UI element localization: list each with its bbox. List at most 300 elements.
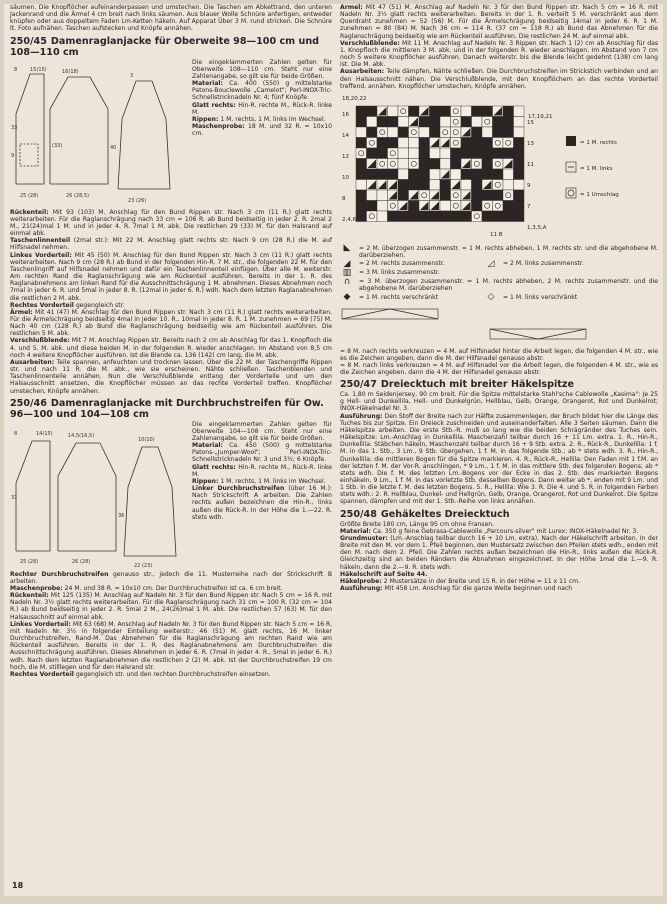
- aermel-label: Ärmel:: [340, 4, 363, 11]
- ausarbeiten-label: Ausarbeiten:: [340, 68, 385, 76]
- ausfuehrung-label: Ausführung:: [340, 412, 383, 420]
- verschlussblende-label: Verschlußblende:: [340, 39, 400, 47]
- section-heading-250-45: [10, 36, 332, 58]
- chart-cell: [493, 179, 504, 190]
- chart-cell: [398, 116, 409, 127]
- material-text: Ca. 400 (550) g mittelstarke Patons-Bouclewolle „Camelot"; Perl-INOX-Tric-Schnellstricknadeln Nr. 4; fünf Knöpfe.: [192, 80, 333, 102]
- chart-cell: [388, 158, 399, 169]
- chart-cell: [430, 158, 441, 169]
- chart-cell: [367, 148, 378, 159]
- legend-umschlag: = 1 Umschlag: [580, 191, 619, 198]
- chart-cell: [503, 169, 514, 180]
- row-label-right: 15: [527, 119, 534, 126]
- aermel-text: Mit 47 (51) M. Anschlag auf Nadeln Nr. 3 für den Bund Rippen str. Nach 5 cm = 16 R. mit Nadeln Nr. 3½ glatt rechts weiterarbeiten. Bereits in der 1. R. verteilt 5 M. verschränkt aus dem Querdraht zunehmen = 52 (56) M. Für die Ärmelschrägung beidseitig 14mal in jeder 6. R. 1 M. zunehmen = 80 (84) M. Nach 36 cm = 114 R. (37 cm = 118 R.) ab Bund das Abnehmen für die Raglanschrägung beidseitig wie am Rückenteil ausführen. Die restlichen 24 M. auf einmal abk.: [340, 4, 659, 40]
- chart-cell: [461, 148, 472, 159]
- durchbruch-text: (über 16 M.): Nach Strickschrift A arbeiten. Die Zahlen rechts außen bezeichnen die Hin-R., links außen die Rück-R. In der Höhe die 1.—22. R. stets wdh.: [192, 485, 333, 521]
- glatt-label: Glatt rechts:: [192, 101, 236, 109]
- chart-cell: [472, 116, 483, 127]
- legend-links: = 1 M. links: [580, 165, 613, 172]
- chart-cell: [482, 158, 493, 169]
- svg-text:40: 40: [110, 144, 117, 151]
- grundmuster-label: Grundmuster:: [340, 534, 388, 542]
- chart-cell: [440, 211, 451, 222]
- svg-text:9: 9: [11, 152, 15, 159]
- chart-cell: [409, 200, 420, 211]
- chart-cell: [514, 137, 525, 148]
- cable-symbols: [340, 305, 658, 345]
- section-title: Dreiecktuch mit breiter Häkelspitze: [380, 379, 574, 391]
- chart-cell: [514, 106, 525, 117]
- chart-cell: [472, 190, 483, 201]
- row-label-right: 7: [527, 203, 531, 210]
- svg-text:8: 8: [14, 430, 18, 437]
- cable-right-text: = 8 M. nach rechts verkreuzen = 4 M. auf Hilfsnadel hinter die Arbeit legen, die folgenden 4 M. str., wie es die Zeichen angeben, dann die M. der Hilfsnadel genauso abstr.: [340, 347, 658, 362]
- chart-cell: [367, 127, 378, 138]
- svg-text:15(15): 15(15): [30, 66, 47, 73]
- verschlussblende-label: Verschlußblende:: [10, 337, 70, 345]
- chart-cell: [461, 137, 472, 148]
- chart-cell: [398, 137, 409, 148]
- maschenprobe-label: Maschenprobe:: [10, 585, 63, 592]
- section-number: 250/48: [340, 508, 377, 520]
- chart-cell: [377, 148, 388, 159]
- cable-svg: [340, 305, 658, 345]
- svg-text:22 (23): 22 (23): [134, 562, 153, 569]
- chart-cell: [367, 169, 378, 180]
- svg-text:25 (28): 25 (28): [20, 192, 39, 199]
- chart-cell: [451, 211, 462, 222]
- maschenprobe-text: 18 M. und 32 R. = 10x10 cm.: [192, 123, 333, 138]
- chart-cell: [377, 127, 388, 138]
- chart-cell: [503, 200, 514, 211]
- material-label: Material:: [192, 80, 223, 88]
- chart-cell: [419, 179, 430, 190]
- svg-text:10(10): 10(10): [138, 436, 155, 443]
- chart-cell: [356, 127, 367, 138]
- chart-cell: [367, 190, 378, 201]
- section-title: Gehäkeltes Dreiecktuch: [380, 508, 510, 520]
- decrease-purl-icon: ◿: [487, 258, 495, 269]
- chart-cell: [472, 148, 483, 159]
- chart-top-left-label: 18,20,22: [342, 95, 367, 102]
- chart-cell: [388, 127, 399, 138]
- row-label-right: 11: [527, 161, 534, 168]
- twisted-purl-icon: ◇: [487, 291, 495, 302]
- section-heading-250-47: [340, 379, 658, 390]
- linkes-vorderteil-label: Linkes Vorderteil:: [10, 620, 71, 628]
- aermel-label: Ärmel:: [10, 308, 33, 316]
- chart-cell: [409, 179, 420, 190]
- linkes-vorderteil-label: Linkes Vorderteil:: [10, 251, 72, 259]
- cable-right-icon: [342, 309, 438, 319]
- twisted-knit-icon: ◆: [343, 291, 351, 302]
- legend-entry-1: [340, 245, 658, 259]
- row-label-left: 8: [342, 195, 346, 202]
- ausarbeiten-label: Ausarbeiten:: [10, 358, 55, 366]
- three-purl-icon: ▥: [342, 267, 352, 278]
- chart-cell: [419, 190, 430, 201]
- chart-cell: [356, 148, 367, 159]
- ausfuehrung-text: Den Stoff der Breite nach zur Hälfte zusammenlegen, der Bruch bildet hier die Länge des Tuches bis zur Spitze. Ein Dreieck zuschneiden und auseinanderfalten. Alle 3 Seiten säumen. Dann die Häkelspitze arbeiten. Die erste Stb.-R. muß so lang wie die beiden Schrägränder des Tuches sein. Häkelspitze: Lm.-Anschlag in Dunkellila. Maschenzahl teilbar durch 16 + 11 Lm. extra. 1. R., Hin-R., Dunkellila: Stäbchen häkeln, Maschenzahl teilbar durch 16 + 9 Stb. extra. 2. R., Rück-R., Dunkellila: 1 f. M. in das 1. Stb., 3 Lm., 9 Stb. übergehen, 1 f. M. in das folgende Stb.; ab * stets wdh. 3. R., Hin-R., Dunkellila: die mittleren Bogen für die Spitze markieren. 4. R., Rück-R., Hellila: Den Faden mit 1 f.M. an der letzten f. M. der Vor-R. anschlingen, * 9 Lm., 1 f. M. in das mittlere Stb. des folgenden Bogens; ab * stets wdh. Die f. M. des letzten Lm.-Bogens vor der Ecke in das 2. Stb. des markierten Bogens einhäkeln, 9 Lm., 1 f. M. in das vorletzte Stb. desselben Bogens. Dann weiter ab *, enden mit 9 Lm. und 1 Stb. in die letzte f. M. des letzten Bogens. 5. R., Hellila: Wie 3. R. Die 4. und 5. R. in folgenden Farben stets wdh.: 2. R. Hellblau, Dunkel- und Hellgrün, Gelb, Orange, Orangerot, Rot und Dunkelrot. Die Spitze spannen, dämpfen und mit der 1. Stb.-Reihe von links annähen.: [340, 412, 658, 506]
- chart-cell: [398, 148, 409, 159]
- chart-cell: [472, 200, 483, 211]
- garment-schematic-1: [10, 59, 186, 209]
- chart-cell: [398, 211, 409, 222]
- chart-cell: [514, 179, 525, 190]
- chart-cell: [472, 179, 483, 190]
- row-label-left: 14: [342, 132, 349, 139]
- pattern-schematic-block: [10, 59, 332, 209]
- chart-cell: [377, 200, 388, 211]
- chart-cell: [419, 116, 430, 127]
- chart-cell: [419, 137, 430, 148]
- chart-cell: [482, 211, 493, 222]
- chart-bottom-label: 11 B: [490, 231, 503, 238]
- material-label: Material:: [340, 527, 371, 535]
- chart-cell: [367, 200, 378, 211]
- rueckenteil-label: Rückenteil:: [10, 208, 49, 216]
- chart-cell: [388, 211, 399, 222]
- rechtes-vorderteil-text: gegengleich str. und den rechten Durchbruchstreifen einsetzen.: [75, 670, 271, 678]
- chart-cell: [356, 116, 367, 127]
- row-label-right: 13: [527, 140, 534, 147]
- cable-left-icon: [490, 329, 586, 339]
- section-number: 250/47: [340, 379, 377, 391]
- maschenprobe-label: Maschenprobe:: [192, 123, 245, 131]
- chart-cell: [398, 127, 409, 138]
- chart-cell: [430, 127, 441, 138]
- ausarbeiten-text: Teile dämpfen, Nähte schließen. Die Durchbruchstreifen im Strickstich verbinden und an den Halsausschnitt nähen. Die Verschlußblende, mit den Knopflöchern an das rechte Vorderteil treffend, annähen. Knopflöcher umstechen, Knöpfe annähen.: [340, 68, 659, 90]
- legend-swatch-umschlag-circle: [568, 190, 574, 196]
- chart-cell: [398, 158, 409, 169]
- svg-text:33: 33: [11, 124, 18, 131]
- row-label-left: 2,4,6: [342, 216, 356, 223]
- legend-entry-2: [340, 260, 658, 268]
- ausarbeiten-text: Teile spannen, anfeuchten und trocknen lassen. Über die 22 M. der Taschengriffe Rippen str. und nach 11 R. die M. abk., wie sie erscheinen. Nähte schließen. Taschenblenden und Taschenlinnenteile annähen. Nun die Verschlußblende entlang der Vorderteile und um den Halsausschnitt ansetzen, die Knopflöcher müssen an das rechte Vorderteil treffen. Knopflöcher umstechen, Knöpfe annähen.: [10, 358, 333, 395]
- chart-cell: [514, 200, 525, 211]
- chart-cell: [398, 179, 409, 190]
- chart-cell: [388, 106, 399, 117]
- chart-cell: [440, 127, 451, 138]
- chart-cell: [398, 106, 409, 117]
- chart-cell: [451, 106, 462, 117]
- chart-cell: [377, 116, 388, 127]
- chart-cell: [419, 158, 430, 169]
- chart-cell: [377, 137, 388, 148]
- chart-cell: [377, 158, 388, 169]
- chart-cell: [451, 127, 462, 138]
- chart-cell: [398, 190, 409, 201]
- cable-left-text: = 8 M. nach links verkreuzen = 4 M. auf Hilfsnadel vor die Arbeit legen, die folgenden 4 M. str., wie es die Zeichen angeben, dann die 4 M. der Hilfsnadel genauso abstr.: [340, 361, 658, 376]
- chart-cell: [430, 179, 441, 190]
- chart-cell: [472, 137, 483, 148]
- chart-cell: [472, 169, 483, 180]
- chart-cell: [482, 169, 493, 180]
- chart-cell: [482, 116, 493, 127]
- chart-cell: [503, 148, 514, 159]
- svg-text:36: 36: [118, 512, 125, 519]
- chart-cell: [409, 127, 420, 138]
- chart-cell: [503, 116, 514, 127]
- chart-cell: [367, 137, 378, 148]
- chart-cell: [514, 148, 525, 159]
- chart-cell: [472, 106, 483, 117]
- legend-text: = 1 M. rechts verschränkt: [359, 293, 439, 301]
- chart-cell: [409, 148, 420, 159]
- chart-cell: [419, 127, 430, 138]
- chart-cell: [503, 179, 514, 190]
- chart-cell: [493, 148, 504, 159]
- glatt-text: Hin-R. rechte M., Rück-R. linke M.: [192, 101, 333, 116]
- pattern-schematic-figure: [10, 59, 186, 209]
- legend-swatch-rechts: [566, 136, 576, 146]
- chart-cell: [440, 116, 451, 127]
- chart-cell: [503, 190, 514, 201]
- chart-cell: [461, 116, 472, 127]
- chart-cell: [440, 179, 451, 190]
- magazine-page: [4, 4, 663, 896]
- chart-cell: [388, 148, 399, 159]
- verschlussblende-text: Mit 7 M. Anschlag Rippen str. Bereits nach 2 cm ab Anschlag für das 1. Knopfloch die 4. und 5. M. abk. und diese beiden M. in der folgenden R. wieder anschlagen. Im Abstand von 8,5 cm noch 4 weitere Knopflöcher ausführen. Ist die Blende ca. 136 (142) cm lang, die M. abk.: [10, 337, 332, 359]
- chart-cell: [451, 137, 462, 148]
- chart-cell: [409, 137, 420, 148]
- aermel-text: Mit 41 (47) M. Anschlag für den Bund Rippen str. Nach 3 cm (11 R.) glatt rechts weiterarbeiten. Für die Ärmelschrägung beidseitig 4mal in jeder 10. R., 10mal in jeder 8. R. 1 M. zunehmen = 69 (75) M. Nach 40 cm (128 R.) ab Bund die Raglanschrägung beidseitig wie am Rückenteil ausführen. Die restlichen 5 M. abk.: [10, 308, 332, 338]
- chart-cell: [377, 169, 388, 180]
- svg-text:26 (28,5): 26 (28,5): [66, 192, 89, 199]
- chart-cell: [451, 200, 462, 211]
- size-text: Größte Breite 180 cm, Länge 95 cm ohne Fransen.: [340, 520, 495, 528]
- chart-cell: [493, 190, 504, 201]
- chart-cell: [430, 148, 441, 159]
- chart-cell: [388, 200, 399, 211]
- chart-cell: [430, 211, 441, 222]
- chart-cell: [451, 148, 462, 159]
- rueckenteil-text: Mit 125 (135) M. Anschlag auf Nadeln Nr. 3 für den Bund Rippen str. Nach 5 cm = 16 R. mit Nadeln Nr. 3½ glatt rechts weiterarbeiten. Für die Raglanschrägung nach 31 cm = 100 R. (32 cm = 104 R.) ab Bund beidseitig in jeder 2. R. 5mal 2 M., 24(26)mal 1 M. abk. Die restlichen 57 (63) M. für den Halsausschnitt auf einmal abk.: [10, 592, 332, 621]
- section-heading-250-48: [340, 509, 658, 520]
- chart-cell: [461, 211, 472, 222]
- chart-cell: [472, 211, 483, 222]
- three-together-icon: ∩: [343, 276, 351, 287]
- chart-cell: [514, 190, 525, 201]
- chart-top-right-label: 17,19,21: [528, 113, 553, 120]
- chart-cell: [482, 148, 493, 159]
- cable-right-line: [342, 309, 438, 319]
- chart-cell: [461, 169, 472, 180]
- chart-cell: [430, 116, 441, 127]
- legend-text: = 3 M. überzogen zusammenstr. = 1 M. rechts abheben, 2 M. rechts zusammenstr. und die abgehobene M. darüberziehen: [359, 278, 658, 293]
- chart-cell: [451, 190, 462, 201]
- chart-cell: [388, 116, 399, 127]
- chart-cell: [356, 106, 367, 117]
- page-number: 18: [12, 881, 24, 890]
- pattern-schematic-figure-2: [10, 421, 186, 571]
- chart-cell: [451, 169, 462, 180]
- chart-cell: [367, 106, 378, 117]
- ausfuehrung-text: Mit 458 Lm. Anschlag für die ganze Weite beginnen und nach: [384, 585, 573, 593]
- legend-text: = 2 M. überzogen zusammenstr. = 1 M. rechts abheben, 1 M. rechts str. und die abgehobene M. darüberziehen.: [359, 244, 658, 260]
- row-label-left: 12: [342, 153, 349, 160]
- rechtes-vorderteil-label: Rechtes Vorderteil: [10, 670, 74, 678]
- row-label-right: 1,3,5,A: [527, 224, 547, 231]
- rippen-label: Rippen:: [192, 477, 219, 485]
- legend-text: = 2 M. links zusammenstr.: [503, 260, 584, 268]
- rippen-text: 1 M. rechts, 1 M. links im Wechsel.: [220, 115, 326, 123]
- chart-cell: [430, 106, 441, 117]
- rippen-text: 1 M. rechts, 1 M. links im Wechsel.: [220, 477, 326, 485]
- chart-cell: [451, 116, 462, 127]
- svg-text:3: 3: [130, 72, 134, 79]
- chart-cell: [388, 169, 399, 180]
- rueckenteil-label: Rückenteil:: [10, 592, 49, 600]
- chart-cell: [493, 137, 504, 148]
- chart-cell: [409, 106, 420, 117]
- material-text: Ca. 1,80 m Seidenjersey, 90 cm breit. Für die Spitze mittelstarke Stahl'sche Cablewolle „Kasima": Je 25 g Hell- und Dunkellila, Hell- und Dunkelgrün, Hellblau, Gelb, Orange, Orangerot, Rot und Dunkelrot; INOX-Häkelnadel Nr. 3.: [340, 391, 658, 413]
- haekelschrift-note: Häkelschrift auf Seite 44.: [340, 570, 428, 578]
- chart-cell: [398, 169, 409, 180]
- left-column: [10, 4, 332, 678]
- chart-cell: [356, 179, 367, 190]
- rechter-durchbruch-label: Rechter Durchbruchstreifen: [10, 570, 109, 578]
- legend-entry-4: [340, 278, 658, 292]
- chart-cell: [356, 169, 367, 180]
- verschlussblende-text: Mit 11 M. Anschlag auf Nadeln Nr. 3 Rippen str. Nach 1 (2) cm ab Anschlag für das 1. Knopfloch die mittleren 3 M. abk. und in der folgenden R. wieder anschlagen. Im Abstand von 7 cm noch 5 weitere Knopflöcher ausführen. Danach weiterstr. bis die Blende leicht gedehnt (138) cm lang ist. Die M. abk.: [340, 39, 658, 69]
- chart-cell: [409, 169, 420, 180]
- chart-cell: [503, 106, 514, 117]
- chart-cell: [493, 116, 504, 127]
- chart-cell: [419, 169, 430, 180]
- chart-cell: [461, 106, 472, 117]
- chart-cell: [409, 158, 420, 169]
- svg-text:(33): (33): [52, 142, 63, 149]
- chart-cell: [482, 200, 493, 211]
- knitting-chart: [340, 92, 658, 242]
- chart-cell: [503, 211, 514, 222]
- chart-cell: [482, 127, 493, 138]
- chart-cell: [451, 158, 462, 169]
- intro-text: säumen. Die Knopflöcher aufeinanderpassen und umstechen. Die Taschen am Abkettrand, den unteren Jackenrand und die Ärmel 4 cm breit nach links säumen. Aus blauer Wolle Schnüre anfertigen, entweder knüpfen oder aus doppeltem Faden Lm-Ketten häkeln. Auf Apparat Über 3 M. rund stricken. Die Schnüre lt. Foto aufnähen. Taschen aufstecken und Knöpfe annähen.: [10, 4, 332, 33]
- material-text: Ca. 450 (500) g mittelstarke Patons-„Jumper-Wool"; Perl-INOX-Tric-Schnellstricknadeln Nr. 3 und 3½; 6 Knöpfe.: [192, 442, 333, 464]
- svg-text:25 (28): 25 (28): [20, 558, 39, 565]
- glatt-label: Glatt rechts:: [192, 463, 236, 471]
- legend-rechts: = 1 M. rechts: [580, 139, 617, 146]
- chart-cell: [514, 211, 525, 222]
- section-title: Damenraglanjacke mit Durchbruchstreifen für Ow. 96—100 und 104—108 cm: [10, 397, 324, 420]
- chart-cell: [356, 200, 367, 211]
- chart-cell: [440, 190, 451, 201]
- chart-cell: [493, 169, 504, 180]
- chart-cell: [440, 148, 451, 159]
- chart-cell: [409, 211, 420, 222]
- chart-cell: [440, 106, 451, 117]
- garment-schematic-2: [10, 421, 186, 571]
- chart-cell: [367, 211, 378, 222]
- chart-cell: [472, 127, 483, 138]
- chart-cell: [503, 137, 514, 148]
- pattern-side-text: [192, 59, 332, 209]
- chart-cell: [514, 158, 525, 169]
- chart-cell: [482, 190, 493, 201]
- rechtes-vorderteil-text: gegengleich str.: [75, 301, 125, 309]
- row-label-right: 9: [527, 182, 531, 189]
- chart-cell: [388, 137, 399, 148]
- svg-text:14(15): 14(15): [36, 430, 53, 437]
- legend-swatch-umschlag: [566, 188, 576, 198]
- rechter-durchbruch-text: genauso str., jedoch die 11. Musterreihe nach der Strickschrift B arbeiten.: [10, 570, 332, 585]
- legend-text: = 2 M. rechts zusammenstr.: [359, 260, 445, 268]
- chart-cell: [419, 148, 430, 159]
- knitting-grid: [356, 106, 524, 222]
- chart-cell: [367, 116, 378, 127]
- rueckenteil-text: Mit 93 (103) M. Anschlag für den Bund Rippen str. Nach 3 cm (11 R.) glatt rechts weiterarbeiten. Für die Raglanschrägung nach 33 cm = 106 R. ab Bund beidseitig in jeder 2. R. 2mal 2 M., 21(24)mal 1 M. und in jeder 4. R. 7mal 1 M. abk. Die restlichen 29 (33) M. für den Halsrand auf einmal abk.: [10, 208, 333, 238]
- material-label: Material:: [192, 442, 223, 450]
- decrease-left-icon: ◣: [343, 243, 351, 254]
- chart-cell: [419, 211, 430, 222]
- chart-cell: [493, 200, 504, 211]
- svg-text:23 (26): 23 (26): [128, 197, 147, 204]
- legend-entry-3: [340, 269, 658, 277]
- chart-cell: [472, 158, 483, 169]
- rechtes-vorderteil-label: Rechtes Vorderteil: [10, 301, 74, 309]
- rippen-label: Rippen:: [192, 115, 219, 123]
- pattern-side-text-2: [192, 421, 332, 571]
- svg-text:16(18): 16(18): [62, 68, 79, 75]
- grundmuster-text: (Lm.-Anschlag teilbar durch 16 + 10 Lm. extra). Nach der Häkelschrift arbeiten. In der Breite mit den M. vor dem 1. Pfeil beginnen, den Mustersatz zwischen den Pfeilen stets wdh., enden mit den M. nach dem 2. Pfeil. Die Zahlen rechts außen bezeichnen die Hin-R., links außen die Rück-R. Gleichzeitig sind an beiden Rändern die Abnahmen eingezeichnet. In der Höhe 1mal die 1.—9. R. häkeln, dann die 2.—9. R. stets wdh.: [340, 534, 659, 571]
- chart-cell: [430, 169, 441, 180]
- section-number: 250/46: [10, 397, 47, 409]
- cable-left-line: [490, 329, 586, 339]
- chart-cell: [514, 116, 525, 127]
- chart-cell: [356, 158, 367, 169]
- chart-cell: [514, 169, 525, 180]
- size-note: Die eingeklammerten Zahlen gelten für Oberweite 104—108 cm. Steht nur eine Zahlenangabe, so gilt sie für beide Größen.: [192, 420, 332, 442]
- haekelprobe-label: Häkelprobe:: [340, 577, 382, 585]
- svg-text:14,5(16,5): 14,5(16,5): [68, 432, 95, 439]
- svg-text:8: 8: [14, 66, 18, 73]
- linkes-vorderteil-text: Mit 63 (68) M. Anschlag auf Nadeln Nr. 3 für den Bund Rippen str. Nach 5 cm = 16 R. mit Nadeln Nr. 3½ in folgender Einteilung weiterstr.: 46 (51) M. glatt rechts, 16 M. linker Durchbruchstreifen, Rand-M. Das Abnehmen für die Raglanschrägung am rechten Rand wie am Rückenteil ausführen. Bereits in der 1. R. des Raglanabnehmens am Durchbruchstreifen die Ausschnittschrägung ausführen. Dieses Abnehmen in jeder 6. R. (7mal in jeder 4. R., 5mal in jeder 6. R.) wdh. Nach dem letzten Raglanabnehmen die restlichen 2 (2) M. abk. Ist der Durchbruchstreifen 19 cm hoch, die M. stilllegen und für den Halsrand str.: [10, 620, 333, 671]
- linkes-vorderteil-text: Mit 45 (50) M. Anschlag für den Bund Rippen str. Nach 3 cm (11 R.) glatt rechts weiterarbeiten. Nach 9 cm (28 R.) ab Bund in der folgenden Hin-R. 7 M. str., die folgenden 22 M. für den Taschenlingriff auf Hilfsnadel nehmen und dafür ein Taschenlinnenteil einfügen. Über alle M. weiterstr. Am rechten Rand die Raglanschrägung wie am Rückenteil ausführen. Bereits in der 1. R. des Raglanabnehmens am linken Rand für die Ausschnittschrägung 1 M. abnehmen. Dieses Abnehmen noch 7mal in jeder 6. R. und 5mal in jeder 8. R. (12mal in jeder 6. R.) wdh. Nach dem letzten Raglanabnehmen die restlichen 2 M. abk.: [10, 251, 332, 302]
- chart-cell: [356, 190, 367, 201]
- chart-legend: [566, 136, 619, 198]
- knitting-chart-svg: [340, 92, 658, 242]
- glatt-text: Hin-R. rechte M., Rück-R. linke M.: [192, 463, 333, 478]
- chart-cell: [461, 179, 472, 190]
- chart-cell: [377, 211, 388, 222]
- chart-cell: [503, 127, 514, 138]
- chart-cell: [493, 211, 504, 222]
- section-title: Damenraglanjacke für Oberweite 98—100 cm und 108—110 cm: [10, 35, 320, 58]
- chart-cell: [482, 137, 493, 148]
- section-heading-250-46: [10, 398, 332, 420]
- tasche-label: Taschenlinnenteil: [10, 237, 71, 245]
- row-label-left: 10: [342, 174, 349, 181]
- tasche-text: (2mal str.): Mit 22 M. Anschlag glatt rechts str. Nach 9 cm (28 R.) die M. auf Hilfsnadel nehmen.: [10, 237, 332, 252]
- maschenprobe-text: 24 M. und 38 R. = 10x10 cm. Der Durchbruchstreifen ist ca. 6 cm breit.: [64, 585, 283, 592]
- svg-text:31: 31: [11, 494, 18, 501]
- haekelprobe-text: 2 Mustersätze in der Breite und 15 R. in der Höhe = 11 x 11 cm.: [383, 577, 581, 585]
- chart-cell: [482, 106, 493, 117]
- svg-text:26 (28): 26 (28): [72, 558, 91, 565]
- pattern-schematic-block-2: [10, 421, 332, 571]
- size-note: Die eingeklammerten Zahlen gelten für Oberweite 108—110 cm. Steht nur eine Zahlenangabe, so gilt sie für beide Größen.: [192, 58, 332, 80]
- row-label-left: 16: [342, 111, 349, 118]
- ausfuehrung-label: Ausführung:: [340, 585, 383, 593]
- chart-cell: [493, 158, 504, 169]
- durchbruch-label: Linker Durchbruchstreifen: [192, 485, 285, 493]
- section-number: 250/45: [10, 35, 47, 47]
- chart-cell: [493, 127, 504, 138]
- chart-cell: [514, 127, 525, 138]
- material-text: Ca. 350 g feine Gebrasa-Cablewolle „Parcours-silver" mit Lurex; INOX-Häkelnadel Nr. 3.: [372, 527, 639, 535]
